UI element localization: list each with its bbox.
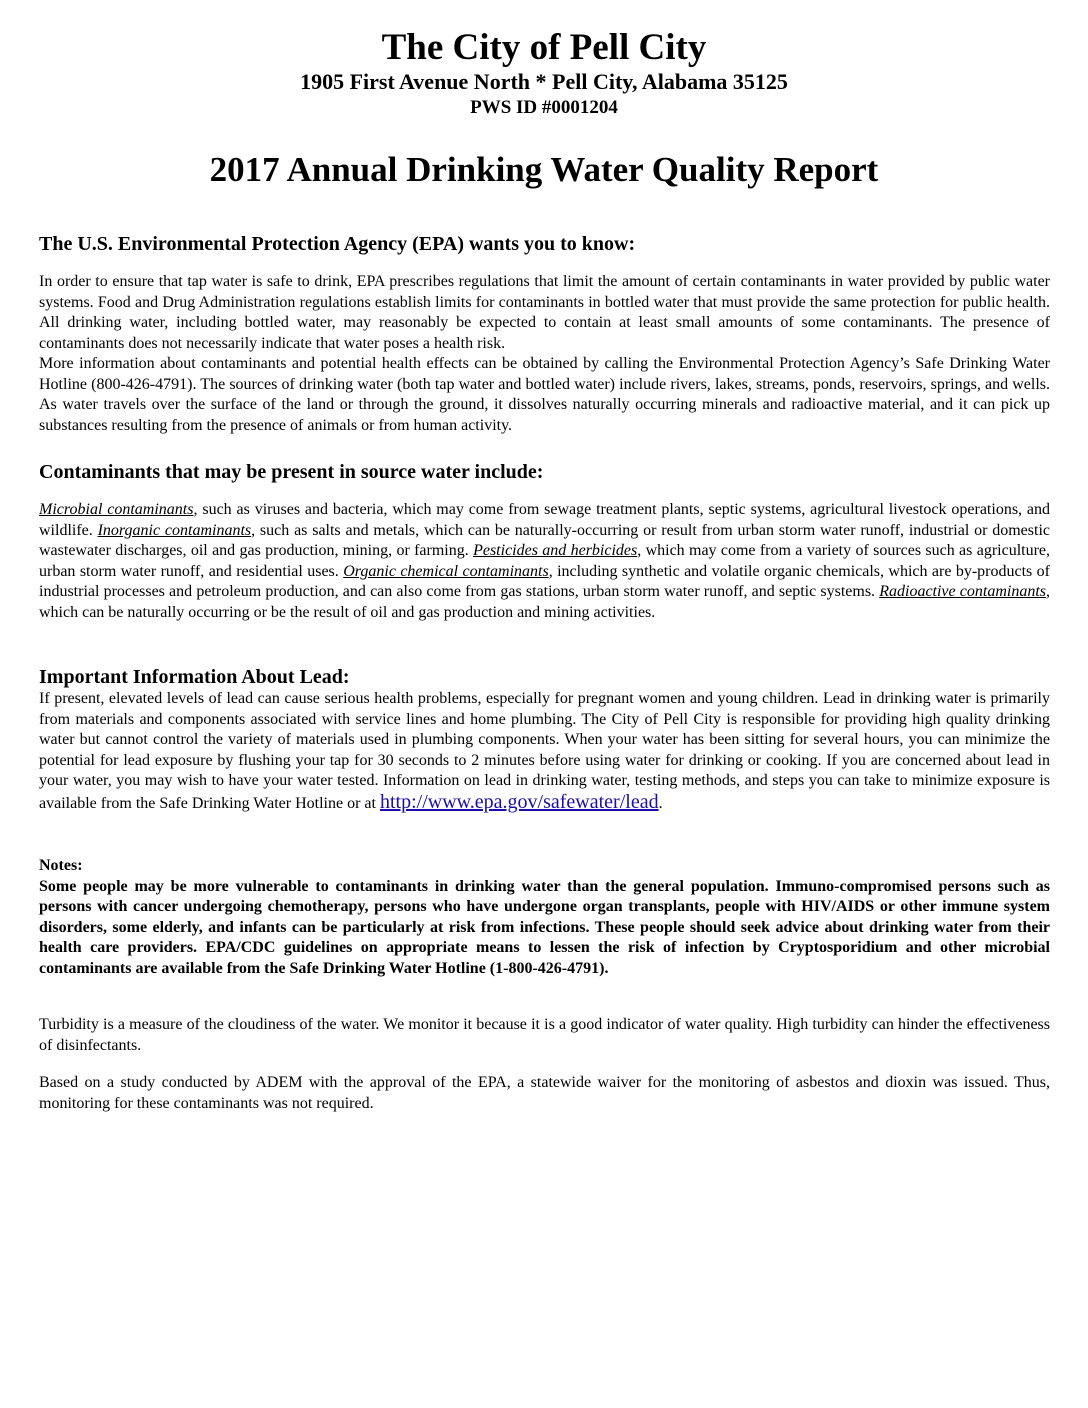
contaminants-body (39, 500, 1050, 623)
organic-label: Organic chemical contaminants (343, 562, 549, 580)
pesticides-text: , which may come from a variety of sources such as agriculture, urban storm water runoff, and residential uses. (39, 542, 1051, 580)
epa-section (39, 232, 1050, 256)
microbial-text: , such as viruses and bacteria, which may come from sewage treatment plants, septic systems, agricultural livestock operations, and wildlife. (39, 501, 1051, 539)
notes-vulnerable-text: Some people may be more vulnerable to contaminants in drinking water than the general population. Immuno-compromised persons such as persons with cancer undergoing chemotherapy, persons who have undergone organ transplants, people with HIV/AIDS or other immune system disorders, some elderly, and infants can be particularly at risk from infections. These people should seek advice about drinking water from their health care providers. EPA/CDC guidelines on appropriate means to lessen the risk of infection by Cryptosporidium and other microbial contaminants are available from the Safe Drinking Water Hotline (1-800-426-4791). (39, 877, 1050, 977)
adem-block (39, 1073, 1050, 1114)
epa-paragraph-1: In order to ensure that tap water is safe to drink, EPA prescribes regulations that limit the amount of certain contaminants in water provided by public water systems. Food and Drug Administration regulations establish limits for contaminants in bottled water that must provide the same protection for public health. All drinking water, including bottled water, may reasonably be expected to contain at least small amounts of some contaminants. The presence of contaminants does not necessarily indicate that water poses a health risk. (39, 273, 1050, 352)
city-address: 1905 First Avenue North * Pell City, Alabama 35125 (300, 69, 788, 94)
epa-lead-link[interactable]: http://www.epa.gov/safewater/lead (379, 790, 659, 813)
turbidity-block (39, 1015, 1050, 1056)
adem-paragraph: Based on a study conducted by ADEM with the approval of the EPA, a statewide waiver for the monitoring of asbestos and dioxin was issued. Thus, monitoring for these contaminants was not required. (39, 1074, 1050, 1112)
radioactive-text: , which can be naturally occurring or be the result of oil and gas production and mining activities. (39, 583, 1051, 621)
radioactive-label: Radioactive contaminants (879, 583, 1047, 600)
notes-heading: Notes: (39, 857, 83, 874)
city-title: The City of Pell City (381, 27, 707, 68)
turbidity-paragraph: Turbidity is a measure of the cloudiness of the water. We monitor it because it is a good indicator of water quality. High turbidity can hinder the effectiveness of disinfectants. (39, 1016, 1050, 1054)
lead-link-suffix: . (658, 794, 663, 812)
report-title: 2017 Annual Drinking Water Quality Report (209, 150, 879, 189)
inorganic-label: Inorganic contaminants (97, 521, 252, 539)
lead-paragraph (39, 689, 1050, 814)
epa-heading: The U.S. Environmental Protection Agency (EPA) wants you to know: (39, 233, 636, 255)
pesticides-label: Pesticides and herbicides (473, 542, 638, 559)
inorganic-text: , such as salts and metals, which can be naturally-occurring or result from urban storm water runoff, industrial or domestic wastewater discharges, oil and gas production, mining, or farming. (39, 521, 1051, 559)
organic-text: , including synthetic and volatile organic chemicals, which are by-products of industrial processes and petroleum production, and can also come from gas stations, urban storm water runoff, and septic systems. (39, 562, 1050, 600)
contaminants-section (39, 460, 1050, 484)
epa-body (39, 272, 1050, 436)
lead-heading: Important Information About Lead: (39, 666, 350, 688)
microbial-label: Microbial contaminants (39, 501, 194, 518)
pws-id: PWS ID #0001204 (470, 97, 618, 118)
lead-section (39, 665, 1050, 814)
lead-text: If present, elevated levels of lead can cause serious health problems, especially for pregnant women and young children. Lead in drinking water is primarily from materials and components associated with service lines and home plumbing. The City of Pell City is responsible for providing high quality drinking water but cannot control the variety of materials used in plumbing components. When your water has been sitting for several hours, you can minimize the potential for lead exposure by flushing your tap for 30 seconds to 2 minutes before using water for drinking or cooking. If you are concerned about lead in your water, you may wish to have your water tested. Information on lead in drinking water, testing methods, and steps you can take to minimize exposure is available from the Safe Drinking Water Hotline or at (39, 690, 1050, 812)
contaminants-heading: Contaminants that may be present in source water include: (39, 461, 544, 483)
notes-section (39, 856, 1050, 979)
epa-paragraph-2: More information about contaminants and potential health effects can be obtained by calling the Environmental Protection Agency’s Safe Drinking Water Hotline (800-426-4791). The sources of drinking water (both tap water and bottled water) include rivers, lakes, streams, ponds, reservoirs, springs, and wells. As water travels over the surface of the land or through the ground, it dissolves naturally occurring minerals and radioactive material, and it can pick up substances resulting from the presence of animals or from human activity. (39, 355, 1050, 434)
contaminants-paragraph (39, 500, 1050, 623)
